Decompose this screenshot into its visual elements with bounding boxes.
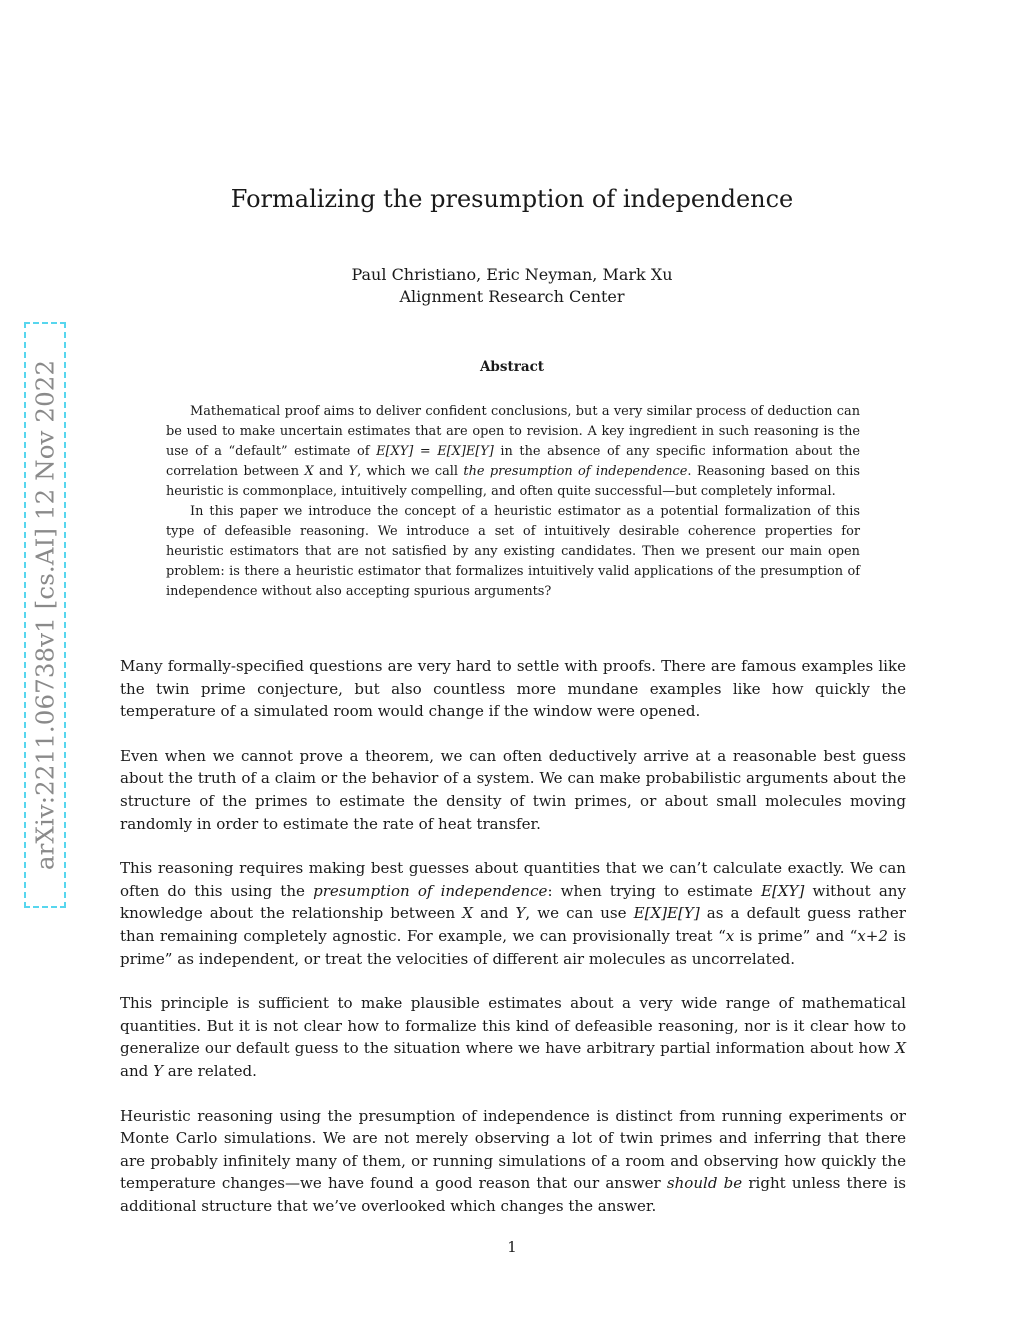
math-var: Y xyxy=(515,904,526,923)
body-paragraph-3 xyxy=(120,857,906,970)
text: without any knowledge about the relationship between xyxy=(120,881,906,923)
arxiv-stamp[interactable] xyxy=(24,322,66,908)
abstract xyxy=(166,402,860,602)
text: This reasoning requires making best guesses about quantities that we can’t calculate exactly. We can often do this using the xyxy=(120,859,906,900)
text: . Reasoning based on this heuristic is commonplace, intuitively compelling, and often quite successful—but completely informal. xyxy=(166,464,860,499)
text: and xyxy=(120,1061,154,1080)
affiliation: Alignment Research Center xyxy=(399,287,625,306)
author-names: Paul Christiano, Eric Neyman, Mark Xu xyxy=(351,265,673,284)
body-paragraph-2: Even when we cannot prove a theorem, we can often deductively arrive at a reasonable best guess about the truth of a claim or the behavior of a system. We can make probabilistic arguments about the structure of the primes to estimate the density of twin primes, or about small molecules moving randomly in order to estimate the rate of heat transfer. xyxy=(120,746,906,833)
math-var: x xyxy=(725,926,735,945)
text: and xyxy=(313,464,349,479)
text: as a default guess rather than remaining completely agnostic. For example, we can provisionally treat “ xyxy=(120,904,906,945)
arxiv-id: arXiv:2211.06738v1 [cs.AI] 12 Nov 2022 xyxy=(30,359,60,871)
body-paragraph-4 xyxy=(120,992,906,1082)
text: right unless there is additional structure that we’ve overlooked which changes the answer. xyxy=(120,1174,906,1215)
math-var: X xyxy=(304,464,314,479)
text: This principle is sufficient to make plausible estimates about a very wide range of mathematical quantities. But it is not clear how to formalize this kind of defeasible reasoning, nor is it clear how to generalize our default guess to the situation where we have arbitrary partial information about how xyxy=(120,994,906,1058)
body-paragraph-1: Many formally-specified questions are very hard to settle with proofs. There are famous examples like the twin prime conjecture, but also countless more mundane examples like how quickly the temperature of a simulated room would change if the window were opened. xyxy=(120,657,906,721)
text: Heuristic reasoning using the presumption of independence is distinct from running experiments or Monte Carlo simulations. We are not merely observing a lot of twin primes and inferring that there are probably infinitely many of them, or running simulations of a room and observing how quickly the temperature changes—we have found a good reason that our answer xyxy=(120,1106,906,1193)
text: : when trying to estimate xyxy=(547,881,761,900)
paper-title: Formalizing the presumption of independence xyxy=(230,185,794,213)
text: , we can use xyxy=(525,904,634,923)
text: , which we call xyxy=(357,464,464,479)
abstract-heading: Abstract xyxy=(479,359,545,375)
math-expectation: E[XY] = E[X]E[Y] xyxy=(376,444,494,459)
emphasis: presumption of independence xyxy=(313,881,548,900)
text: is prime” and “ xyxy=(734,926,858,945)
math-expectation: E[XY] xyxy=(760,881,805,900)
math-var: X xyxy=(462,904,474,923)
math-var: Y xyxy=(153,1061,164,1080)
page-number: 1 xyxy=(507,1238,517,1256)
body-paragraph-5 xyxy=(120,1105,906,1218)
text: are related. xyxy=(163,1061,257,1080)
abstract-paragraph-1 xyxy=(166,402,860,502)
math-expectation: E[X]E[Y] xyxy=(633,904,700,923)
math-expression: x+2 xyxy=(857,926,888,945)
author-block xyxy=(0,264,1024,308)
text: is prime” as independent, or treat the velocities of different air molecules as uncorrelated. xyxy=(120,926,906,968)
emphasis: the presumption of independence xyxy=(463,464,688,479)
emphasis: should be xyxy=(666,1174,743,1193)
math-var: X xyxy=(895,1039,906,1058)
math-var: Y xyxy=(348,464,358,479)
abstract-paragraph-2: In this paper we introduce the concept of a heuristic estimator as a potential formalization of this type of defeasible reasoning. We introduce a set of intuitively desirable coherence properties for heuristic estimators that are not satisfied by any existing candidates. Then we present our main open problem: is there a heuristic estimator that formalizes intuitively valid applications of the presumption of independence without also accepting spurious arguments? xyxy=(166,504,860,599)
text: in the absence of any specific information about the correlation between xyxy=(166,444,860,479)
text: Mathematical proof aims to deliver confident conclusions, but a very similar process of deduction can be used to make uncertain estimates that are open to revision. A key ingredient in such reasoning is the use of a “default” estimate of xyxy=(166,404,860,459)
body-text xyxy=(120,655,906,1239)
text: and xyxy=(473,904,516,923)
